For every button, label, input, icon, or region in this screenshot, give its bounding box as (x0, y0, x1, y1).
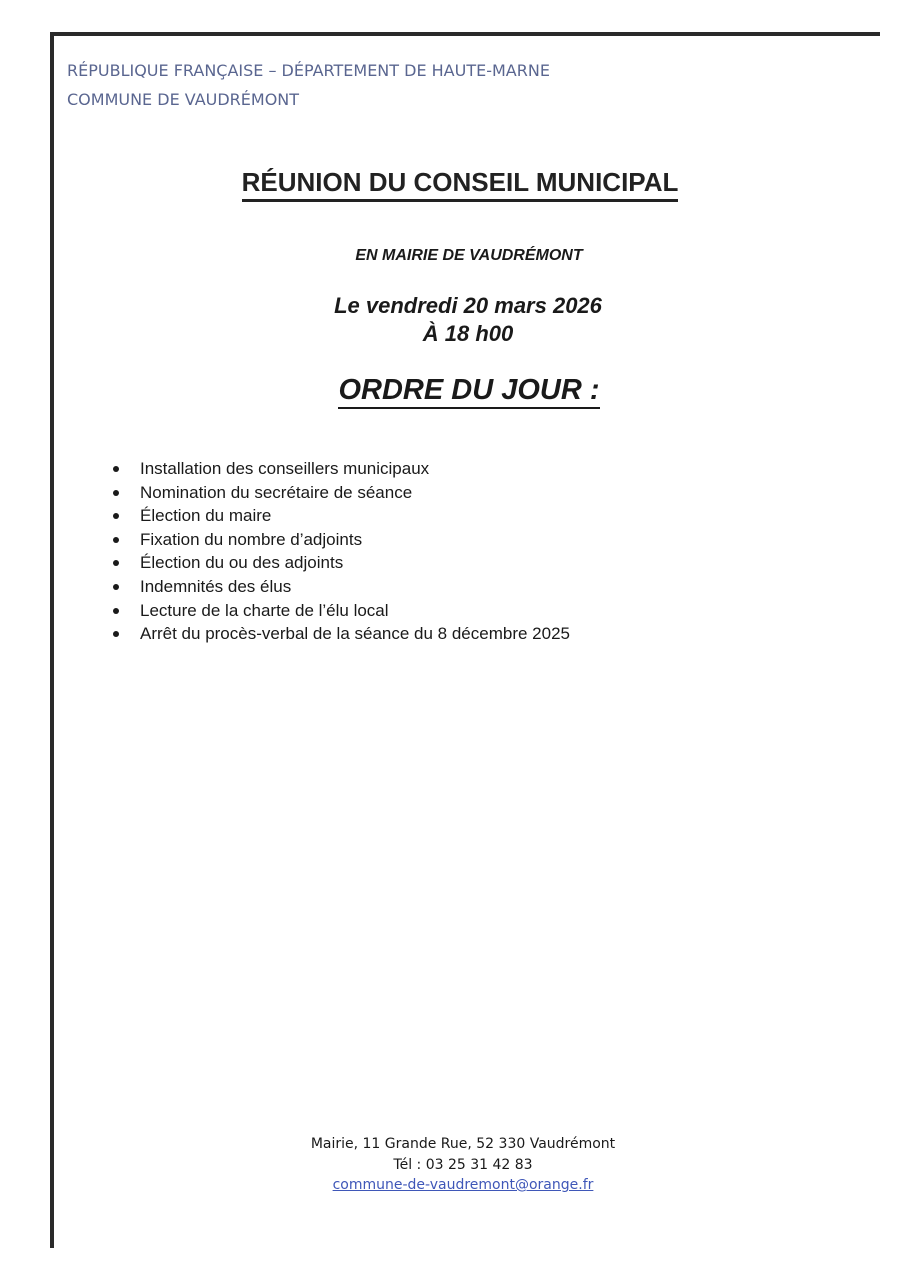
bullet-icon (113, 490, 119, 496)
bullet-icon (113, 513, 119, 519)
meeting-location: EN MAIRIE DE VAUDRÉMONT (355, 247, 583, 264)
footer-phone: Tél : 03 25 31 42 83 (393, 1156, 533, 1173)
document-header (67, 56, 550, 114)
header-line-republic: RÉPUBLIQUE FRANÇAISE – DÉPARTEMENT DE HAUTE-MARNE (67, 61, 550, 80)
agenda-item-text: Indemnités des élus (140, 576, 292, 596)
agenda-item-text: Arrêt du procès-verbal de la séance du 8 décembre 2025 (140, 624, 570, 644)
agenda-item (110, 481, 570, 505)
meeting-datetime (0, 292, 900, 348)
agenda-item-text: Élection du ou des adjoints (140, 553, 344, 573)
meeting-time: À 18 h00 (422, 321, 514, 346)
document-title-text: RÉUNION DU CONSEIL MUNICIPAL (242, 166, 679, 202)
footer-email-link[interactable]: commune-de-vaudremont@orange.fr (332, 1177, 594, 1193)
document-title (0, 166, 900, 202)
agenda-item-text: Fixation du nombre d’adjoints (140, 529, 363, 549)
bullet-icon (113, 560, 119, 566)
agenda-item-text: Nomination du secrétaire de séance (140, 482, 413, 502)
agenda-item-text: Lecture de la charte de l’élu local (140, 600, 389, 620)
agenda-item (110, 599, 570, 623)
bullet-icon (113, 466, 119, 472)
footer-address: Mairie, 11 Grande Rue, 52 330 Vaudrémont (310, 1136, 616, 1152)
agenda-item (110, 575, 570, 599)
agenda-item (110, 457, 570, 481)
agenda-item-text: Installation des conseillers municipaux (140, 459, 430, 478)
agenda-item (110, 622, 570, 646)
bullet-icon (113, 631, 119, 637)
meeting-date: Le vendredi 20 mars 2026 (334, 293, 602, 318)
agenda-item-text: Élection du maire (140, 506, 272, 526)
agenda-item (110, 551, 570, 575)
agenda-heading (0, 373, 900, 409)
bullet-icon (113, 608, 119, 614)
agenda-list (110, 457, 570, 646)
frame-left-border (50, 32, 54, 1248)
bullet-icon (113, 584, 119, 590)
bullet-icon (113, 537, 119, 543)
frame-top-border (50, 32, 880, 36)
document-footer (0, 1134, 900, 1196)
header-line-commune: COMMUNE DE VAUDRÉMONT (67, 90, 300, 109)
agenda-item (110, 504, 570, 528)
agenda-item (110, 528, 570, 552)
agenda-heading-text: ORDRE DU JOUR : (338, 373, 599, 409)
